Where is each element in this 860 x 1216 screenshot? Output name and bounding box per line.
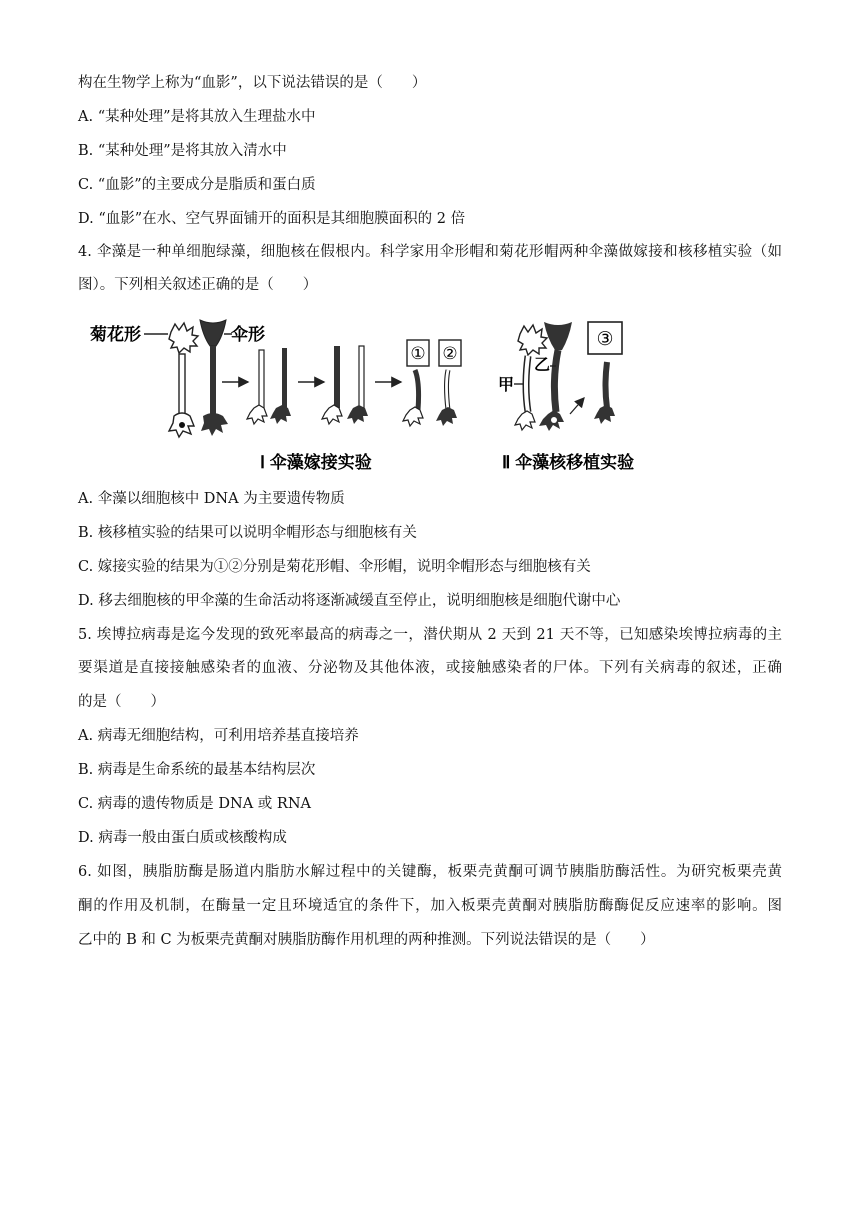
q6-stem-line3: 乙中的 B 和 C 为板栗壳黄酮对胰脂肪酶作用机理的两种推测。下列说法错误的是（ ） xyxy=(78,932,655,948)
caption-transplant: Ⅱ 伞藻核移植实验 xyxy=(502,453,635,472)
q3-option-c: C. “血影”的主要成分是脂质和蛋白质 xyxy=(78,177,316,193)
q4-option-b: B. 核移植实验的结果可以说明伞帽形态与细胞核有关 xyxy=(78,525,417,541)
result-label-2: ② xyxy=(442,344,458,364)
label-jia: 甲 xyxy=(498,377,515,394)
label-chrysanthemum: 菊花形 xyxy=(90,325,141,344)
result-label-3: ③ xyxy=(596,328,614,350)
q4-option-a: A. 伞藻以细胞核中 DNA 为主要遗传物质 xyxy=(78,491,345,507)
q5-option-a: A. 病毒无细胞结构，可利用培养基直接培养 xyxy=(78,728,359,744)
q6-stem-line1: 6. 如图，胰脂肪酶是肠道内脂肪水解过程中的关键酶，板栗壳黄酮可调节胰脂肪酶活性。为研究板栗壳黄 xyxy=(78,864,782,880)
q5-option-d: D. 病毒一般由蛋白质或核酸构成 xyxy=(78,830,287,846)
q5-option-b: B. 病毒是生命系统的最基本结构层次 xyxy=(78,762,316,778)
arrow-transplant xyxy=(570,398,584,414)
chrysanthemum-cap-alga xyxy=(169,323,198,437)
result-alga-3 xyxy=(594,362,615,424)
q3-option-b: B. “某种处理”是将其放入清水中 xyxy=(78,143,287,159)
umbrella-cap-alga xyxy=(200,320,228,436)
q4-option-d: D. 移去细胞核的甲伞藻的生命活动将逐渐减缓直至停止，说明细胞核是细胞代谢中心 xyxy=(78,593,621,609)
result-label-1: ① xyxy=(410,344,426,364)
q3-stem-tail: 构在生物学上称为“血影”，以下说法错误的是（ ） xyxy=(78,75,427,91)
jia-alga xyxy=(515,325,547,430)
q3-option-a: A. “某种处理”是将其放入生理盐水中 xyxy=(78,109,316,125)
q5-stem-line1: 5. 埃博拉病毒是迄今发现的致死率最高的病毒之一，潜伏期从 2 天到 21 天不等，已知感染埃博拉病毒的主 xyxy=(78,627,782,643)
q4-stem-line2: 图）。下列相关叙述正确的是（ ） xyxy=(78,277,318,293)
q5-option-c: C. 病毒的遗传物质是 DNA 或 RNA xyxy=(78,796,311,812)
cut-stalks-step xyxy=(247,348,291,424)
result-algae xyxy=(403,370,457,426)
label-umbrella: 伞形 xyxy=(231,325,265,344)
q3-option-d: D. “血影”在水、空气界面铺开的面积是其细胞膜面积的 2 倍 xyxy=(78,211,466,227)
acetabularia-figure xyxy=(88,310,678,478)
q4-stem-line1: 4. 伞藻是一种单细胞绿藻，细胞核在假根内。科学家用伞形帽和菊花形帽两种伞藻做嫁接和核移植实验（如 xyxy=(78,244,782,260)
q5-stem-line3: 的是（ ） xyxy=(78,694,165,710)
caption-grafting: Ⅰ 伞藻嫁接实验 xyxy=(260,453,372,472)
label-yi: 乙 xyxy=(534,357,551,374)
q5-stem-line2: 要渠道是直接接触感染者的血液、分泌物及其他体液，或接触感染者的尸体。下列有关病毒的叙述，正确 xyxy=(78,660,782,676)
q4-option-c: C. 嫁接实验的结果为①②分别是菊花形帽、伞形帽，说明伞帽形态与细胞核有关 xyxy=(78,559,591,575)
q6-stem-line2: 酮的作用及机制，在酶量一定且环境适宜的条件下，加入板栗壳黄酮对胰脂肪酶酶促反应速率的影响。图 xyxy=(78,898,782,914)
swapped-stalks-step xyxy=(322,346,368,424)
